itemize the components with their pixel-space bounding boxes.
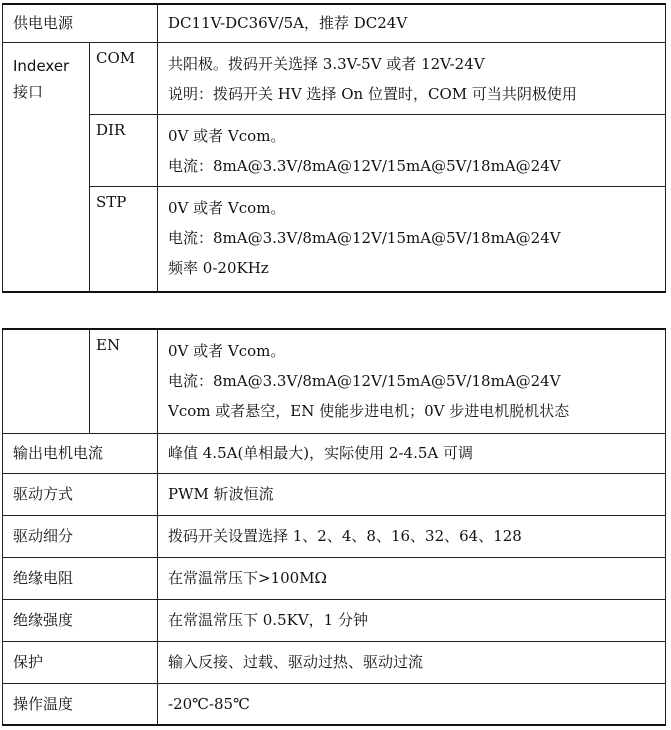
stp-label: STP [90,186,158,292]
table-row [3,683,666,725]
com-label: COM [90,42,158,114]
spec-table-part2 [2,328,666,726]
table-row [3,4,666,42]
output-current-value: 峰值 4.5A(单相最大)，实际使用 2-4.5A 可调 [158,433,666,473]
table-row [3,433,666,473]
drive-mode-value: PWM 斩波恒流 [158,473,666,515]
en-empty-cell [3,329,90,433]
power-label: 供电电源 [3,4,158,42]
spec-table-part1 [2,3,666,293]
stp-line-3: 频率 0-20KHz [168,258,269,277]
com-line-1: 共阳极。拨码开关选择 3.3V-5V 或者 12V-24V [168,54,485,73]
table-row [3,42,666,114]
table-row [3,473,666,515]
en-line-2: 电流：8mA@3.3V/8mA@12V/15mA@5V/18mA@24V [168,372,561,390]
insulation-strength-label: 绝缘强度 [3,599,158,641]
protection-value: 输入反接、过载、驱动过热、驱动过流 [158,641,666,683]
dir-value [158,114,666,186]
table-row [3,599,666,641]
table-row [3,329,666,433]
insulation-strength-value: 在常温常压下 0.5KV，1 分钟 [158,599,666,641]
table-row [3,515,666,557]
insulation-resistance-label: 绝缘电阻 [3,557,158,599]
table-row [3,557,666,599]
stp-line-1: 0V 或者 Vcom。 [168,198,286,217]
en-line-1: 0V 或者 Vcom。 [168,342,286,360]
power-value: DC11V-DC36V/5A，推荐 DC24V [158,4,666,42]
indexer-label-line1: Indexer [13,56,70,75]
en-label: EN [90,329,158,433]
table-row [3,186,666,292]
com-line-2: 说明：拨码开关 HV 选择 On 位置时，COM 可当共阴极使用 [168,84,577,103]
indexer-label [3,42,90,292]
dir-label: DIR [90,114,158,186]
microstep-value: 拨码开关设置选择 1、2、4、8、16、32、64、128 [158,515,666,557]
stp-line-2: 电流：8mA@3.3V/8mA@12V/15mA@5V/18mA@24V [168,228,561,247]
operating-temp-label: 操作温度 [3,683,158,725]
dir-line-1: 0V 或者 Vcom。 [168,126,286,145]
table-row [3,114,666,186]
output-current-label: 输出电机电流 [3,433,158,473]
indexer-label-line2: 接口 [13,82,44,101]
dir-line-2: 电流：8mA@3.3V/8mA@12V/15mA@5V/18mA@24V [168,156,561,175]
operating-temp-value: -20℃-85℃ [158,683,666,725]
protection-label: 保护 [3,641,158,683]
table-row [3,641,666,683]
en-line-3: Vcom 或者悬空，EN 使能步进电机；0V 步进电机脱机状态 [168,402,570,420]
drive-mode-label: 驱动方式 [3,473,158,515]
microstep-label: 驱动细分 [3,515,158,557]
en-value [158,329,666,433]
stp-value [158,186,666,292]
com-value [158,42,666,114]
insulation-resistance-value: 在常温常压下>100MΩ [158,557,666,599]
